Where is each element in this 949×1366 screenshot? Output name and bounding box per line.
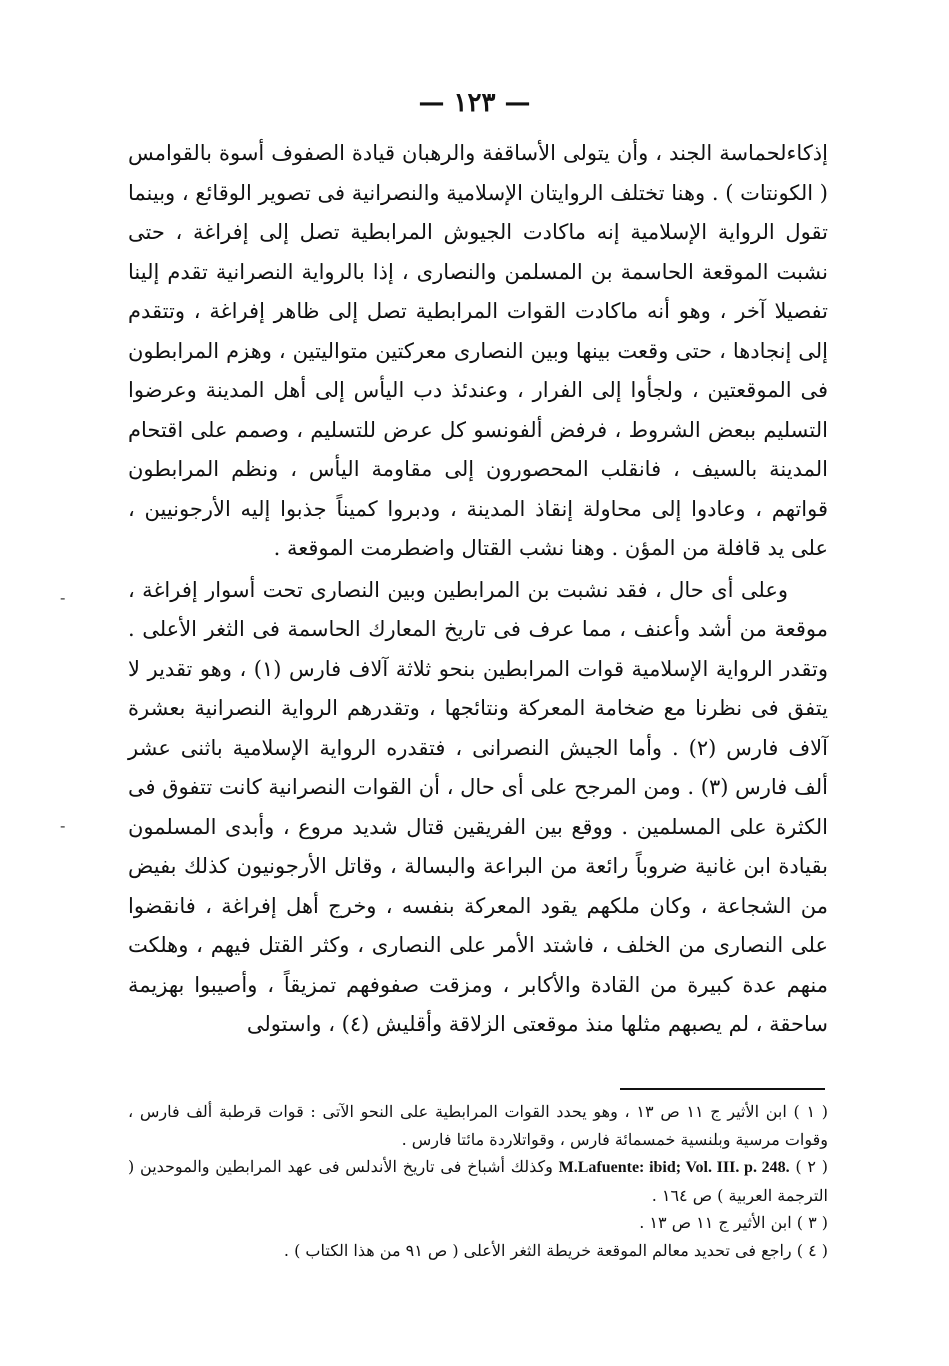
footnotes: [128, 1098, 828, 1264]
footnote-2-text: وكذلك أشباخ فى تاريخ الأندلس فى عهد المرابطين والموحدين ( الترجمة العربية ) ص ١٦٤ .: [128, 1157, 828, 1205]
page-number: — ١٢٣ —: [418, 88, 531, 118]
footnote-divider: [620, 1088, 825, 1090]
footnote-2-marker: ( ٢ ): [795, 1157, 829, 1176]
margin-dash-mark: -: [60, 816, 66, 835]
footnote-2-citation: M.Lafuente: ibid; Vol. III. p. 248.: [558, 1159, 790, 1176]
footnote-4: ( ٤ ) راجع فى تحديد معالم الموقعة خريطة الثغر الأعلى ( ص ٩١ من هذا الكتاب ) .: [283, 1240, 828, 1260]
main-text: [128, 134, 828, 1045]
paragraph-2: وعلى أى حال ، فقد نشبت بن المرابطين وبين النصارى تحت أسوار إفراغة ، موقعة من أشد وأعنف ، مما عرف فى تاريخ المعارك الحاسمة فى الثغر الأعلى . وتقدر الرواية الإسلامية قوات المرابطين بنحو ثلاثة آلاف فارس (١) ، وهو تقدير لا يتفق فى نظرنا مع ضخامة المعركة ونتائجها ، وتقدرهم الرواية النصرانية بعشرة آلاف فارس (٢) . وأما الجيش النصرانى ، فتقدره الرواية الإسلامية باثنى عشر ألف فارس (٣) . ومن المرجح على أى حال ، أن القوات النصرانية كانت تتفوق فى الكثرة على المسلمين . ووقع بين الفريقين قتال شديد مروع ، وأبدى المسلمون بقيادة ابن غانية ضروباً رائعة من البراعة والبسالة ، وقاتل الأرجونيون كذلك بفيض من الشجاعة ، وكان ملكهم يقود المعركة بنفسه ، وخرج أهل إفراغة ، فانقضوا على النصارى من الخلف ، فاشتد الأمر على النصارى ، وكثر القتل فيهم ، وهلكت منهم عدة كبيرة من القادة والأكابر ، ومزقت صفوفهم تمزيقاً ، وأصيبوا بهزيمة ساحقة ، لم يصبهم مثلها منذ موقعتى الزلاقة وأقليش (٤) ، واستولى: [128, 577, 828, 1036]
paragraph-1: إذكاءلحماسة الجند ، وأن يتولى الأساقفة والرهبان قيادة الصفوف أسوة بالقوامس ( الكونتات ) . وهنا تختلف الروايتان الإسلامية والنصرانية فى تصوير الوقائع ، وبينما تقول الرواية الإسلامية إنه ماكادت الجيوش المرابطية تصل إلى إفراغة ، حتى نشبت الموقعة الحاسمة بن المسلمن والنصارى ، إذا بالرواية النصرانية تقدم إلينا تفصيلا آخر ، وهو أنه ماكادت القوات المرابطية تصل إلى ظاهر إفراغة ، وتتقدم إلى إنجادها ، حتى وقعت بينها وبين النصارى معركتين متواليتين ، وهزم المرابطون فى الموقعتين ، ولجأوا إلى الفرار ، وعندئذ دب اليأس إلى أهل المدينة وعرضوا التسليم ببعض الشروط ، فرفض ألفونسو كل عرض للتسليم ، وصمم على اقتحام المدينة بالسيف ، فانقلب المحصورون إلى مقاومة اليأس ، ونظم المرابطون قواتهم ، وعادوا إلى محاولة إنقاذ المدينة ، ودبروا كميناً جذبوا إليه الأرجونيين ، على يد قافلة من المؤن . وهنا نشب القتال واضطرمت الموقعة .: [127, 141, 828, 560]
footnote-3: ( ٣ ) ابن الأثير ج ١١ ص ١٣ .: [639, 1213, 828, 1232]
footnote-2: [128, 1153, 828, 1209]
footnote-1: ( ١ ) ابن الأثير ج ١١ ص ١٣ ، وهو يحدد القوات المرابطية على النحو الآتى : قوات قرطبة ألف فارس ، وقوات مرسية وبلنسية خمسمائة فارس ، وقواتلاردة مائتا فارس .: [128, 1102, 829, 1149]
margin-dash-mark: -: [60, 588, 66, 607]
